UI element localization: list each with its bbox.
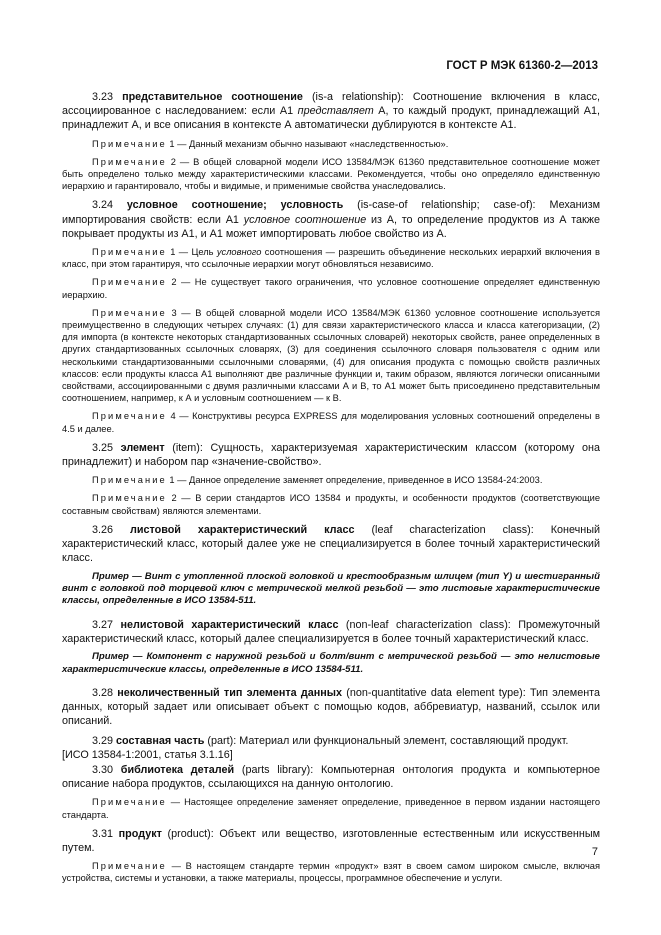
note-label: Примечание (92, 493, 167, 504)
definition-3-29: 3.29 составная часть (part): Материал или функциональный элемент, составляющий продукт. [ИСО 13584-1:2001, статья 3.1.16] (62, 734, 569, 761)
definition-3-25: 3.25 элемент (item): Сущность, характеризуемая характеристическим классом (которому она принадлежит) и набором пар «значение-свойство». (62, 441, 600, 469)
note-3-25-1: Примечание 1 — Данное определение заменяет определение, приведенное в ИСО 13584-24:2003. (92, 475, 543, 486)
clause-number: 3.23 (92, 91, 123, 103)
clause-number: 3.26 (92, 523, 130, 536)
clause-number: 3.30 (92, 763, 121, 776)
term: листовой характеристический класс (129, 523, 355, 536)
term: библиотека деталей (120, 763, 235, 776)
definition-3-23: 3.23 представительное соотношение (is-a relationship): Соотношение включения в класс, ассоциированное с наследованием: если А1 представляет А, то каждый продукт, принадлежащий А1, принадлежит А, и все описания в контексте А автоматически дублируются в контексте А1. (62, 91, 601, 132)
clause-number: 3.31 (92, 827, 119, 840)
term: продукт (118, 827, 162, 840)
term: составная часть (116, 734, 205, 747)
definition-3-31: 3.31 продукт (product): Объект или вещество, изготовленные естественным или искусственным путем. (62, 827, 601, 854)
definition-3-27: 3.27 нелистовой характеристический класс (non-leaf characterization class): Промежуточный характеристический класс, который далее специализируется в более точный характеристический класс. (62, 618, 601, 645)
note-3-25-2: Примечание 2 — В серии стандартов ИСО 13584 и продукты, и особенности продуктов (соответствующие составным свойствам) являются элементами. (62, 493, 600, 516)
note-3-23-1: Примечание 1 — Данный механизм обычно называют «наследственностью». (92, 138, 449, 149)
note-label: Примечание (92, 797, 167, 808)
note-label: Примечание (92, 861, 167, 872)
note-3-24-4: Примечание 4 — Конструктивы ресурса EXPRESS для моделирования условных соотношений определены в 4.5 и далее. (62, 411, 600, 434)
clause-number: 3.29 (92, 734, 117, 747)
term: неколичественный тип элемента данных (117, 686, 343, 699)
page-body (62, 90, 600, 891)
term: представительное соотношение (122, 91, 303, 103)
note-3-24-1: Примечание 1 — Цель условного соотношения — разрешить объединение нескольких иерархий включения в класс, при этом гарантируя, что ссылочные иерархии могут обновляться независимо. (62, 247, 600, 270)
clause-number: 3.25 (92, 441, 121, 454)
note-label: Примечание (92, 307, 167, 318)
note-3-24-3: Примечание 3 — В общей словарной модели ИСО 13584/МЭК 61360 условное соотношение используется преимущественно в следующих четырех случаях: (1) для связи характеристического класса и класса категоризации, (2) для импорта (в контексте некоторых стандартизованных ссылочных словарей) некоторых свойств, ранее определенных в других стандартизованных ссылочных словарях, (3) для соединения ссылочного словаря пользователя с одним или несколькими стандартизованными ссылочными словарями, (4) для описания продукта с помощью свойств различных классов: если продукты класса А1 выполняют две различные функции и, таким образом, являются логически описанными свойствами, ассоциированными с двумя различными классами А и В, то А1 может быть присоединено представительным соотношением, например, к А и условным соотношением — к В. (62, 307, 600, 404)
term: элемент (120, 441, 165, 454)
note-label: Примечание (92, 277, 167, 288)
note-label: Примечание (92, 411, 167, 422)
clause-number: 3.24 (92, 199, 127, 212)
example-3-27: Пример — Компонент с наружной резьбой и болт/винт с метрической резьбой — это нелистовые характеристические классы, определенные в ИСО 13584-511. (62, 651, 600, 675)
term: нелистовой характеристический класс (120, 618, 339, 631)
page-number: 7 (591, 846, 598, 858)
note-label: Примечание (92, 475, 167, 486)
note-label: Примечание (92, 247, 167, 258)
clause-number: 3.28 (92, 686, 118, 699)
definition-3-30: 3.30 библиотека деталей (parts library): Компьютерная онтология продукта и компьютерное описание набора продуктов, ссылающихся на данную онтологию. (62, 763, 600, 791)
term: условное соотношение; условность (126, 199, 344, 212)
clause-number: 3.27 (92, 618, 121, 631)
note-3-24-2: Примечание 2 — Не существует такого ограничения, что условное соотношение определяет единственную иерархию. (62, 277, 600, 300)
definition-3-26: 3.26 листовой характеристический класс (leaf characterization class): Конечный характеристический класс, который далее уже не специализируется в более точный характеристический класс. (62, 523, 600, 565)
note-3-23-2: Примечание 2 — В общей словарной модели ИСО 13584/МЭК 61360 представительное соотношение может быть определено только между характеристическими классами. Рекомендуется, чтобы оно определяло единственную иерархию и гарантировало, чтобы и видимые, и применимые свойства унаследовались. (62, 156, 600, 192)
note-label: Примечание (92, 138, 167, 149)
note-label: Примечание (92, 156, 167, 167)
definition-3-28: 3.28 неколичественный тип элемента данных (non-quantitative data element type): Тип элемента данных, который задает или описывает объект с помощью кодов, аббревиатур, названий, ссылок или описаний. (62, 686, 601, 728)
document-header: ГОСТ Р МЭК 61360-2—2013 (446, 60, 598, 72)
note-3-31: Примечание — В настоящем стандарте термин «продукт» взят в своем самом широком смысле, включая устройства, системы и установки, а также материалы, процессы, программное обеспечение и услуги. (62, 861, 600, 884)
source-reference: [ИСО 13584-1:2001, статья 3.1.16] (62, 748, 233, 761)
definition-3-24: 3.24 условное соотношение; условность (is-case-of relationship; case-of): Механизм импортирования свойств: если А1 условное соотношение из А, то определение продуктов из А также покрывает продукты из А1, и А1 может импортировать любое свойство из А. (62, 199, 600, 240)
note-3-30: Примечание — Настоящее определение заменяет определение, приведенное в первом издании настоящего стандарта. (62, 797, 600, 820)
example-3-26: Пример — Винт с утопленной плоской головкой и крестообразным шлицем (тип Y) и шестигранный винт с головкой под торцевой ключ с метрической мелкой резьбой — это листовые характеристические классы, определенные в ИСО 13584-511. (62, 570, 600, 607)
